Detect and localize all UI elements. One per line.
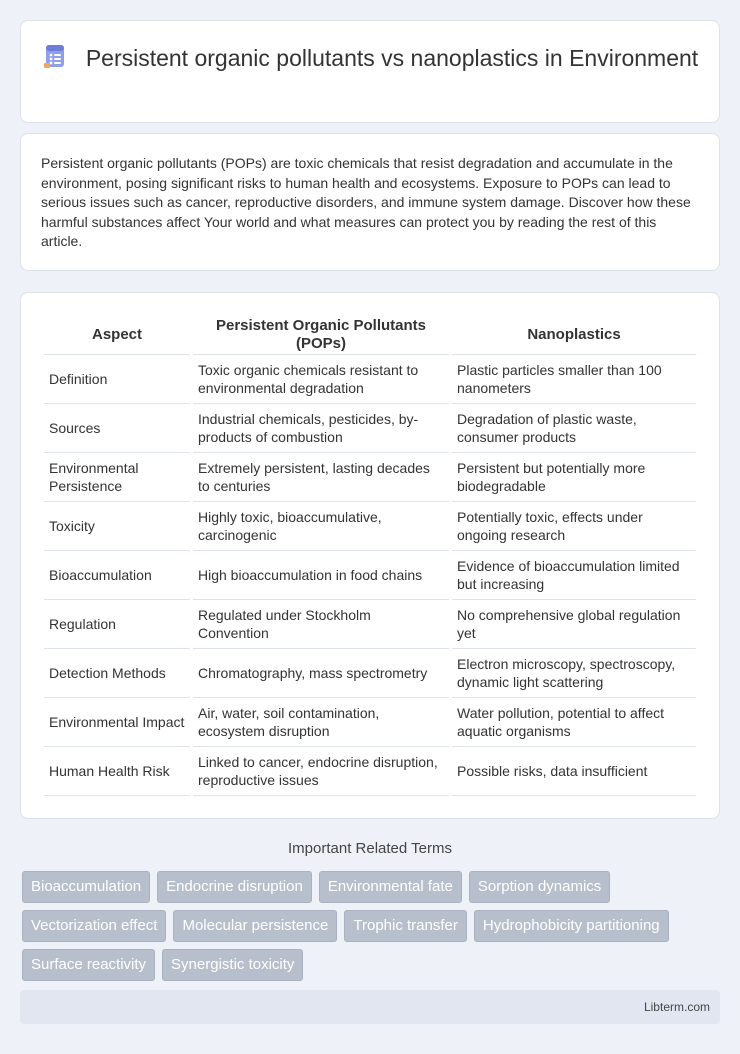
cell-aspect: Environmental Persistence bbox=[44, 453, 190, 502]
table-row bbox=[44, 502, 696, 551]
table-row bbox=[44, 649, 696, 698]
cell-aspect: Human Health Risk bbox=[44, 747, 190, 796]
related-term-tag[interactable]: Vectorization effect bbox=[22, 910, 166, 942]
footer-site-link[interactable]: Libterm.com bbox=[643, 1000, 710, 1014]
intro-paragraph: Persistent organic pollutants (POPs) are toxic chemicals that resist degradation and accumulate in the environment, posing significant risks to human health and ecosystems. Exposure to POPs can lead to serious issues such as cancer, reproductive disorders, and immune system damage. Discover how these harmful substances affect Your world and what measures can protect you by reading the rest of this article. bbox=[41, 155, 691, 250]
header-pops: Persistent Organic Pollutants (POPs) bbox=[193, 315, 449, 355]
cell-nanoplastics: Evidence of bioaccumulation limited but increasing bbox=[452, 551, 696, 600]
cell-nanoplastics: Electron microscopy, spectroscopy, dynamic light scattering bbox=[452, 649, 696, 698]
cell-nanoplastics: No comprehensive global regulation yet bbox=[452, 600, 696, 649]
related-term-tag[interactable]: Bioaccumulation bbox=[22, 871, 150, 903]
cell-nanoplastics: Possible risks, data insufficient bbox=[452, 747, 696, 796]
footer bbox=[20, 990, 720, 1024]
cell-nanoplastics: Water pollution, potential to affect aquatic organisms bbox=[452, 698, 696, 747]
cell-nanoplastics: Persistent but potentially more biodegradable bbox=[452, 453, 696, 502]
table-body bbox=[44, 355, 696, 796]
document-list-icon bbox=[42, 43, 68, 69]
page-title bbox=[21, 43, 719, 73]
related-terms-list bbox=[22, 871, 722, 981]
cell-aspect: Definition bbox=[44, 355, 190, 404]
cell-pops: Air, water, soil contamination, ecosystem disruption bbox=[193, 698, 449, 747]
table-row bbox=[44, 404, 696, 453]
title-card bbox=[20, 20, 720, 123]
cell-pops: Industrial chemicals, pesticides, by-products of combustion bbox=[193, 404, 449, 453]
cell-pops: Highly toxic, bioaccumulative, carcinogenic bbox=[193, 502, 449, 551]
cell-pops: Chromatography, mass spectrometry bbox=[193, 649, 449, 698]
table-header-row bbox=[44, 315, 696, 355]
cell-aspect: Sources bbox=[44, 404, 190, 453]
related-term-tag[interactable]: Synergistic toxicity bbox=[162, 949, 303, 981]
header-aspect: Aspect bbox=[44, 315, 190, 355]
comparison-card bbox=[20, 292, 720, 819]
related-term-tag[interactable]: Environmental fate bbox=[319, 871, 462, 903]
page-title-text: Persistent organic pollutants vs nanoplastics in Environment bbox=[85, 45, 699, 71]
cell-pops: Linked to cancer, endocrine disruption, reproductive issues bbox=[193, 747, 449, 796]
related-term-tag[interactable]: Molecular persistence bbox=[173, 910, 337, 942]
cell-pops: Extremely persistent, lasting decades to centuries bbox=[193, 453, 449, 502]
cell-nanoplastics: Potentially toxic, effects under ongoing research bbox=[452, 502, 696, 551]
table-row bbox=[44, 600, 696, 649]
header-nanoplastics: Nanoplastics bbox=[452, 315, 696, 355]
related-term-tag[interactable]: Surface reactivity bbox=[22, 949, 155, 981]
table-row bbox=[44, 698, 696, 747]
related-term-tag[interactable]: Endocrine disruption bbox=[157, 871, 312, 903]
cell-nanoplastics: Plastic particles smaller than 100 nanometers bbox=[452, 355, 696, 404]
cell-pops: Regulated under Stockholm Convention bbox=[193, 600, 449, 649]
cell-pops: Toxic organic chemicals resistant to environmental degradation bbox=[193, 355, 449, 404]
table-row bbox=[44, 747, 696, 796]
comparison-table bbox=[41, 315, 699, 796]
cell-aspect: Bioaccumulation bbox=[44, 551, 190, 600]
table-row bbox=[44, 355, 696, 404]
related-term-tag[interactable]: Trophic transfer bbox=[344, 910, 466, 942]
cell-aspect: Toxicity bbox=[44, 502, 190, 551]
related-term-tag[interactable]: Hydrophobicity partitioning bbox=[474, 910, 669, 942]
cell-pops: High bioaccumulation in food chains bbox=[193, 551, 449, 600]
cell-aspect: Regulation bbox=[44, 600, 190, 649]
table-row bbox=[44, 453, 696, 502]
related-term-tag[interactable]: Sorption dynamics bbox=[469, 871, 610, 903]
table-row bbox=[44, 551, 696, 600]
intro-card bbox=[20, 133, 720, 271]
cell-aspect: Detection Methods bbox=[44, 649, 190, 698]
related-terms-title: Important Related Terms bbox=[288, 840, 452, 857]
cell-nanoplastics: Degradation of plastic waste, consumer products bbox=[452, 404, 696, 453]
cell-aspect: Environmental Impact bbox=[44, 698, 190, 747]
